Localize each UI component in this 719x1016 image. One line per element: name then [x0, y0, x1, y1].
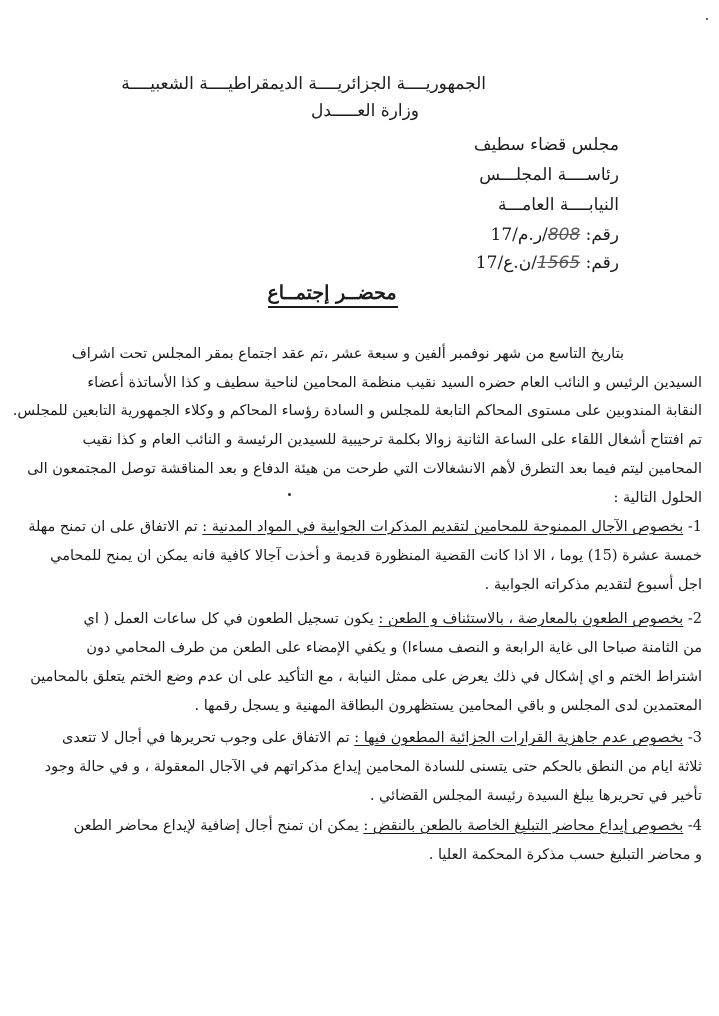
item-2-line-2: من الثامنة صباحا الى غاية الرابعة و النصف مساءا) و يكفي الإمضاء على الطعن من طرف المحامي دون: [86, 640, 702, 656]
item-2-heading: بخصوص الطعون بالمعارضة ، بالاستئناف و الطعن :: [378, 611, 684, 627]
intro-line: المحامين ليتم فيما بعد التطرق لأهم الانشغالات التي طرحت من هيئة الدفاع و بعد المناقشة توصل المجتمعون الى: [27, 461, 702, 477]
document-body: [12, 0, 702, 1016]
ref2-handwritten-number: 1565: [536, 253, 581, 273]
item-2-line-4: المعتمدين لدى المجلس و باقي المحامين يستظهرون البطاقة المهنية و يسجل رقمها .: [194, 698, 702, 714]
scan-speck: [706, 18, 708, 20]
ref2-suffix: /ن.ع/17: [475, 253, 537, 273]
republic-header: الجمهوريــــة الجزائريــــة الديمقراطيــــة الشعبيــــة: [121, 74, 486, 94]
item-4-line-2: و محاضر التبليغ حسب مذكرة المحكمة العليا .: [428, 847, 702, 863]
presidency-label: رئاســــة المجلـــس: [479, 165, 619, 185]
intro-line: النقابة المندوبين على مستوى المحاكم التابعة للمجلس و السادة رؤساء المحاكم و وكلاء الجمهورية التابعين للمجلس.: [12, 403, 702, 419]
item-3-text: تم الاتفاق على وجوب تحريرها في أجال لا تتعدى: [62, 730, 350, 746]
item-4-heading: بخصوص إيداع محاضر التبليغ الخاصة بالطعن بالنقض :: [363, 818, 684, 834]
ministry-header: وزارة العـــــدل: [311, 101, 419, 121]
item-3-heading: بخصوص عدم جاهزية القرارات الجزائية المطعون فيها :: [354, 730, 684, 746]
item-3-line-3: تأخير في تحريرها يبلغ السيدة رئيسة المجلس القضائي .: [369, 788, 702, 804]
item-1-heading: بخصوص الآجال الممنوحة للمحامين لتقديم المذكرات الجوابية في المواد المدنية :: [202, 519, 684, 535]
intro-line: بتاريخ التاسع من شهر نوفمبر ألفين و سبعة عشر ،تم عقد اجتماع بمقر المجلس تحت اشراف: [71, 346, 624, 362]
item-4-number: 4-: [687, 818, 702, 834]
item-3-line-2: ثلاثة ايام من النطق بالحكم حتى يتسنى للسادة المحامين إيداع مذكراتهم في الآجال المعقولة ، و في حالة وجود: [44, 759, 702, 775]
item-2-text: يكون تسجيل الطعون في كل ساعات العمل ( اي: [83, 611, 374, 627]
item-1-number: 1-: [687, 519, 702, 535]
intro-line: تم افتتاح أشغال اللقاء على الساعة الثانية زوالا بكلمة ترحيبية للسيدين الرئيسة و النائب العام و كذا نقيب: [82, 432, 702, 448]
item-1-line-3: اجل أسبوع لتقديم مذكراته الجوابية .: [484, 577, 702, 593]
intro-line: السيدين الرئيس و النائب العام حضره السيد نقيب منظمة المحامين لناحية سطيف و كذا الأساتذة أعضاء: [87, 375, 702, 391]
item-1-line-1: [28, 519, 702, 535]
item-2-line-3: اشتراط الختم و اي إشكال في ذلك يعرض على ممثل النيابة ، مع التأكيد على ان عدم وضع الختم يتعلق بالمحامين: [30, 669, 702, 685]
item-1-line-2: خمسة عشرة (15) يوما ، الا اذا كانت القضية المنظورة قديمة و أخذت آجالا كافية فانه يمكن ان يمنح للمحامي: [50, 548, 702, 564]
prosecution-label: النيابــــة العامـــة: [498, 195, 619, 215]
item-4-line-1: [74, 818, 702, 834]
item-1-text: تم الاتفاق على ان تمنح مهلة: [28, 519, 198, 535]
scan-speck: [288, 493, 291, 496]
item-3-line-1: [62, 730, 702, 746]
item-4-text: يمكن ان تمنح أجال إضافية لإيداع محاضر الطعن: [73, 818, 359, 834]
ref1-handwritten-number: 808: [547, 225, 581, 245]
court-name: مجلس قضاء سطيف: [473, 135, 619, 155]
ref1-suffix: /ر.م/17: [490, 225, 548, 245]
item-3-number: 3-: [687, 730, 702, 746]
intro-line: الحلول التالية :: [613, 490, 702, 506]
ref2-prefix: رقم:: [585, 253, 619, 273]
item-2-line-1: [84, 611, 703, 627]
item-2-number: 2-: [687, 611, 702, 627]
document-title: محضــر إجتمــاع: [267, 282, 397, 304]
ref1-prefix: رقم:: [585, 225, 619, 245]
